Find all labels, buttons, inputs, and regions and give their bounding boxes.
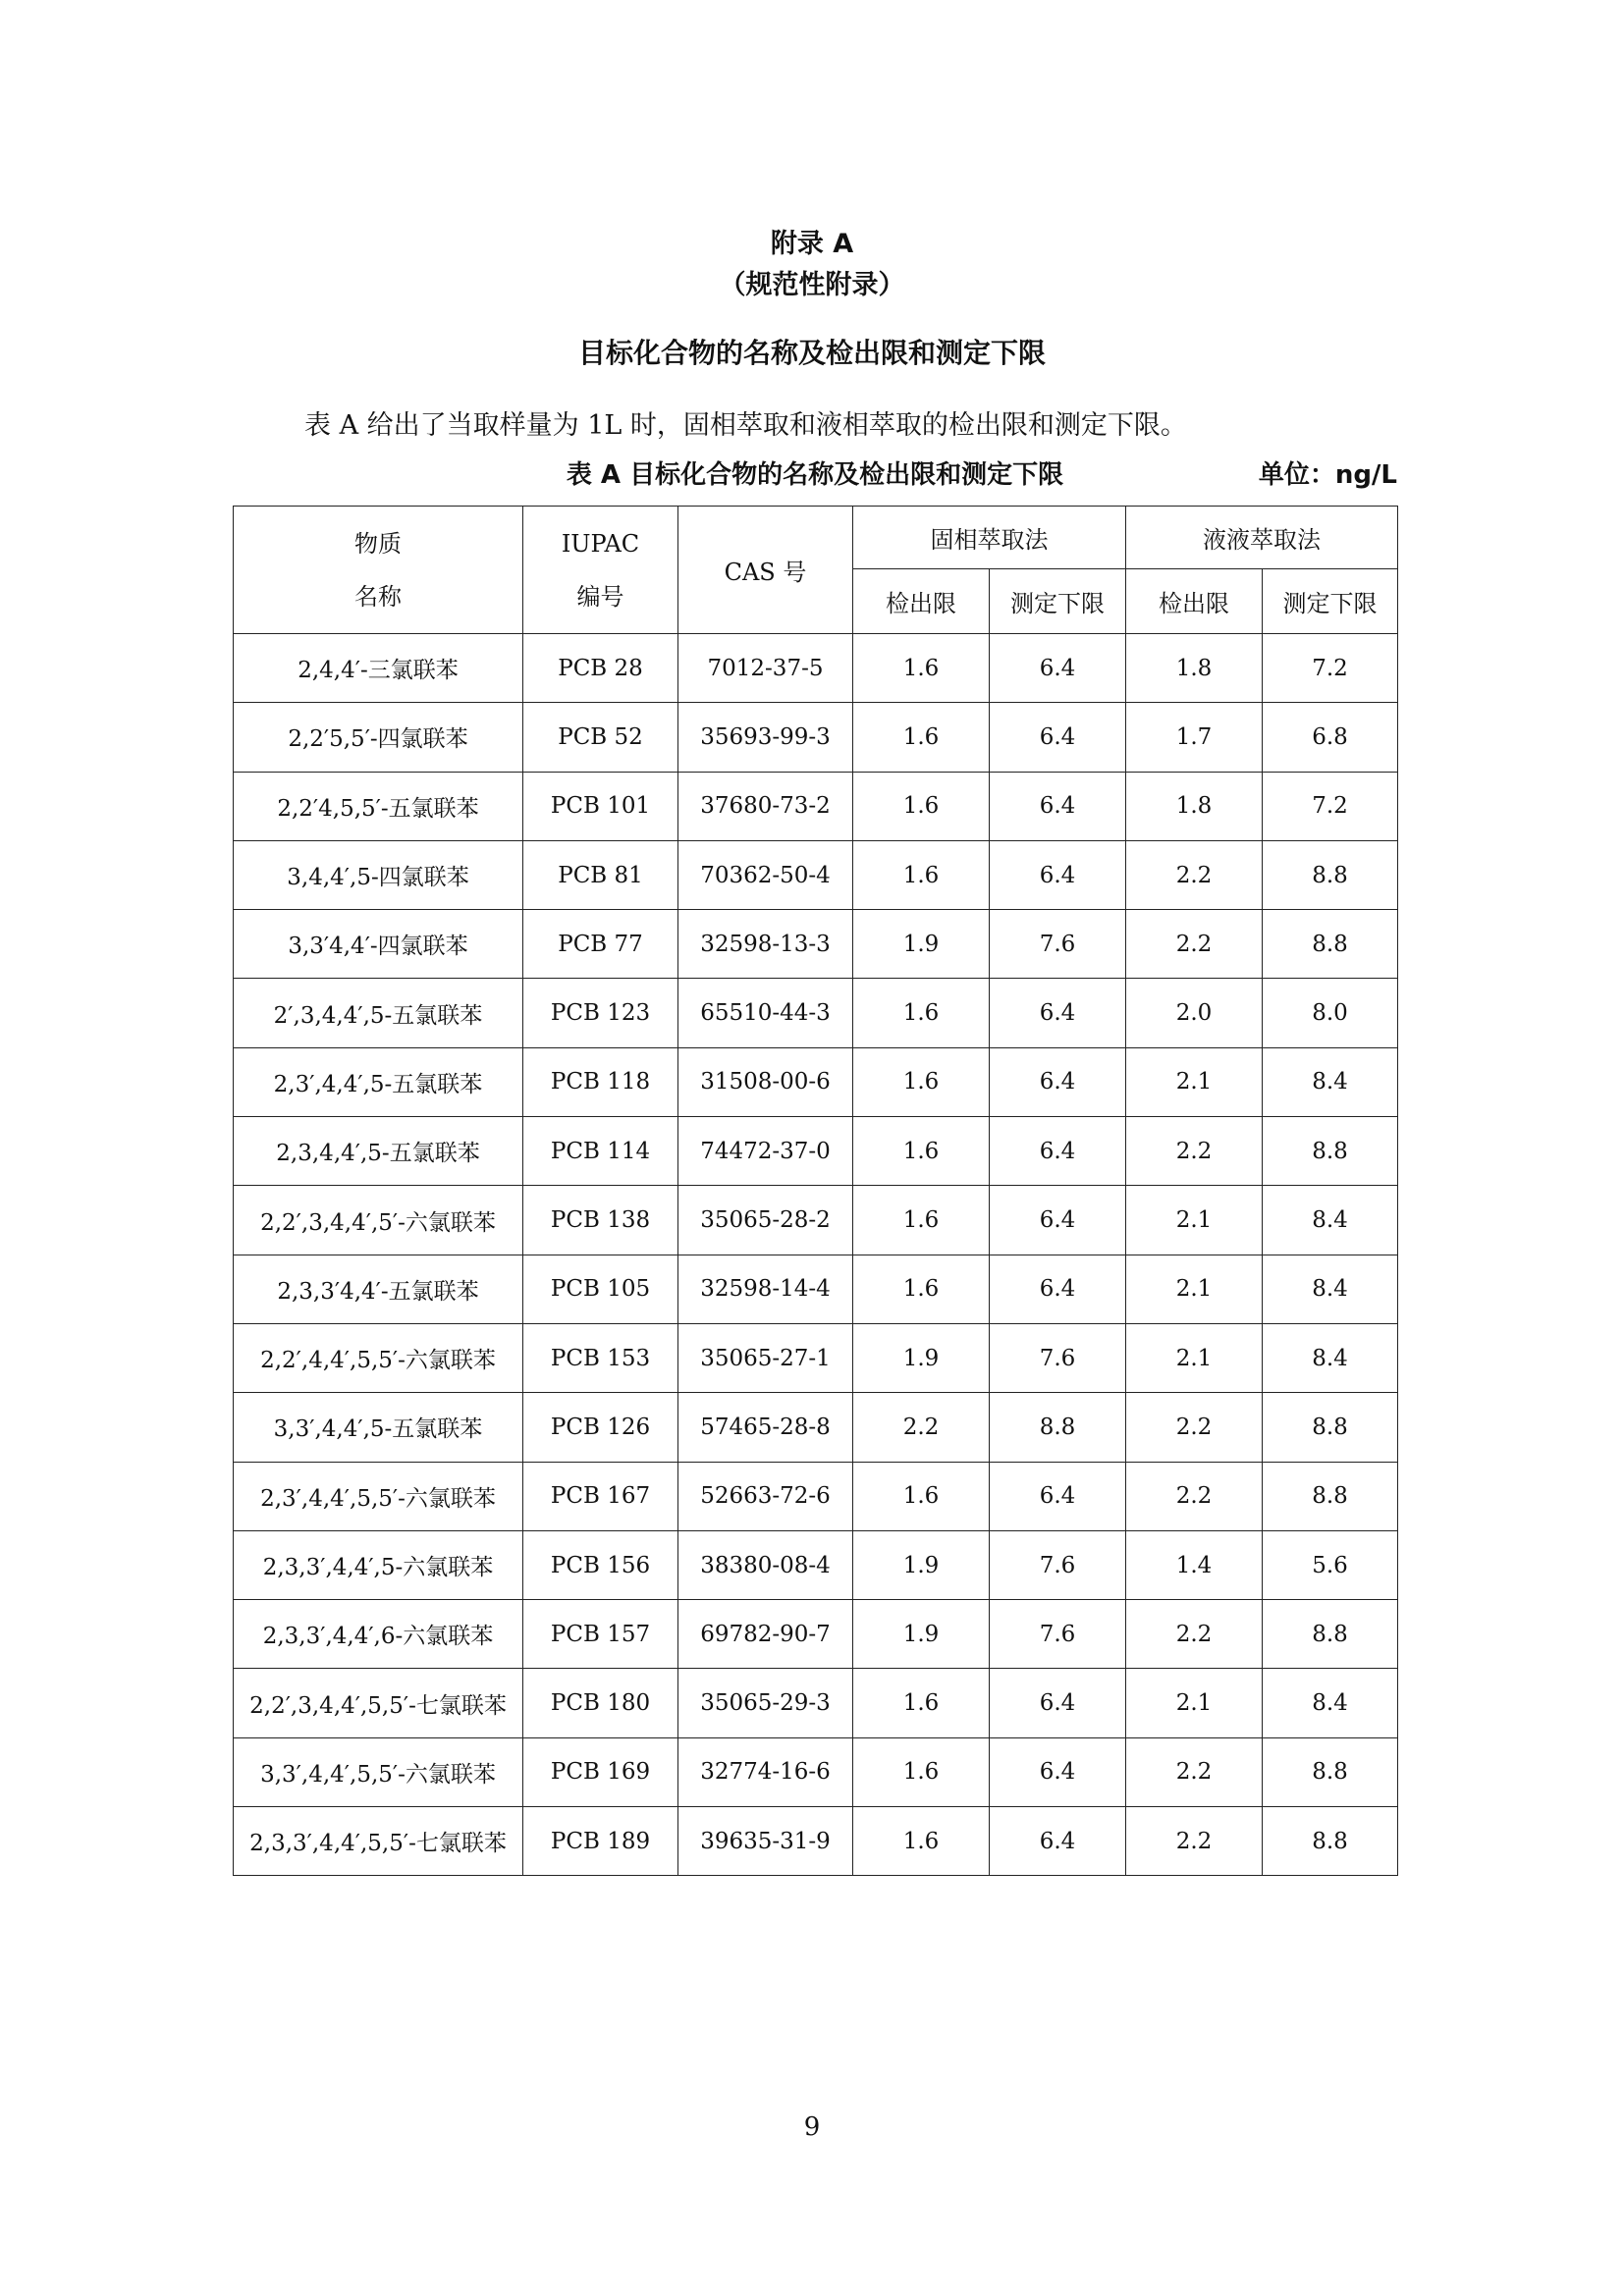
substance-name-cell: 2,2′4,5,5′-五氯联苯 xyxy=(234,772,523,840)
lle-quantitation-limit-cell: 8.0 xyxy=(1263,979,1398,1047)
lle-quantitation-limit-cell: 8.4 xyxy=(1263,1186,1398,1255)
cas-number-cell: 35065-28-2 xyxy=(678,1186,853,1255)
iupac-number-cell: PCB 28 xyxy=(523,634,678,703)
iupac-number-cell: PCB 118 xyxy=(523,1047,678,1116)
cas-number-cell: 65510-44-3 xyxy=(678,979,853,1047)
lle-detection-limit-cell: 2.2 xyxy=(1126,1117,1263,1186)
cas-number-cell: 35065-27-1 xyxy=(678,1323,853,1392)
spe-detection-limit-cell: 1.9 xyxy=(853,910,990,979)
header-iupac-number xyxy=(523,507,678,634)
table-row xyxy=(234,1530,1398,1599)
lle-quantitation-limit-cell: 8.4 xyxy=(1263,1255,1398,1323)
page-number: 9 xyxy=(803,2112,821,2142)
iupac-number-cell: PCB 169 xyxy=(523,1737,678,1806)
spe-detection-limit-cell: 1.6 xyxy=(853,703,990,772)
lle-quantitation-limit-cell: 8.8 xyxy=(1263,1393,1398,1462)
lle-quantitation-limit-cell: 8.8 xyxy=(1263,1117,1398,1186)
spe-detection-limit-cell: 1.9 xyxy=(853,1600,990,1669)
lle-detection-limit-cell: 2.2 xyxy=(1126,1462,1263,1530)
table-row xyxy=(234,1186,1398,1255)
substance-name-cell: 2,3,3′,4,4′,5,5′-七氯联苯 xyxy=(234,1807,523,1876)
spe-detection-limit-cell: 1.6 xyxy=(853,1255,990,1323)
iupac-number-cell: PCB 157 xyxy=(523,1600,678,1669)
header-lle-detection-limit: 检出限 xyxy=(1126,569,1263,634)
substance-name-cell: 3,3′,4,4′,5,5′-六氯联苯 xyxy=(234,1737,523,1806)
lle-detection-limit-cell: 2.1 xyxy=(1126,1323,1263,1392)
lle-quantitation-limit-cell: 8.8 xyxy=(1263,910,1398,979)
lle-quantitation-limit-cell: 7.2 xyxy=(1263,772,1398,840)
lle-quantitation-limit-cell: 7.2 xyxy=(1263,634,1398,703)
substance-name-cell: 3,3′4,4′-四氯联苯 xyxy=(234,910,523,979)
table-row xyxy=(234,1047,1398,1116)
header-lle-method: 液液萃取法 xyxy=(1126,507,1398,569)
cas-number-cell: 35693-99-3 xyxy=(678,703,853,772)
spe-detection-limit-cell: 1.6 xyxy=(853,1669,990,1737)
table-row xyxy=(234,634,1398,703)
cas-number-cell: 69782-90-7 xyxy=(678,1600,853,1669)
iupac-number-cell: PCB 189 xyxy=(523,1807,678,1876)
spe-detection-limit-cell: 1.6 xyxy=(853,772,990,840)
table-row xyxy=(234,703,1398,772)
spe-detection-limit-cell: 1.6 xyxy=(853,1117,990,1186)
spe-quantitation-limit-cell: 6.4 xyxy=(990,1807,1126,1876)
lle-quantitation-limit-cell: 8.8 xyxy=(1263,1737,1398,1806)
spe-detection-limit-cell: 1.9 xyxy=(853,1530,990,1599)
cas-number-cell: 31508-00-6 xyxy=(678,1047,853,1116)
cas-number-cell: 35065-29-3 xyxy=(678,1669,853,1737)
spe-quantitation-limit-cell: 6.4 xyxy=(990,979,1126,1047)
lle-detection-limit-cell: 2.1 xyxy=(1126,1186,1263,1255)
cas-number-cell: 74472-37-0 xyxy=(678,1117,853,1186)
table-row xyxy=(234,1393,1398,1462)
spe-quantitation-limit-cell: 7.6 xyxy=(990,910,1126,979)
header-spe-detection-limit: 检出限 xyxy=(853,569,990,634)
lle-quantitation-limit-cell: 8.8 xyxy=(1263,1462,1398,1530)
table-row xyxy=(234,772,1398,840)
spe-quantitation-limit-cell: 6.4 xyxy=(990,1186,1126,1255)
substance-name-cell: 2,2′,3,4,4′,5,5′-七氯联苯 xyxy=(234,1669,523,1737)
iupac-number-cell: PCB 138 xyxy=(523,1186,678,1255)
table-row xyxy=(234,1462,1398,1530)
spe-quantitation-limit-cell: 6.4 xyxy=(990,1669,1126,1737)
table-row xyxy=(234,910,1398,979)
iupac-number-cell: PCB 81 xyxy=(523,840,678,909)
lle-detection-limit-cell: 2.1 xyxy=(1126,1047,1263,1116)
lle-detection-limit-cell: 2.1 xyxy=(1126,1255,1263,1323)
spe-detection-limit-cell: 1.6 xyxy=(853,1462,990,1530)
table-row xyxy=(234,1600,1398,1669)
lle-quantitation-limit-cell: 8.8 xyxy=(1263,1600,1398,1669)
spe-quantitation-limit-cell: 6.4 xyxy=(990,1047,1126,1116)
iupac-number-cell: PCB 167 xyxy=(523,1462,678,1530)
iupac-number-cell: PCB 77 xyxy=(523,910,678,979)
table-unit: 单位：ng/L xyxy=(1258,460,1397,490)
spe-quantitation-limit-cell: 8.8 xyxy=(990,1393,1126,1462)
substance-name-cell: 3,3′,4,4′,5-五氯联苯 xyxy=(234,1393,523,1462)
substance-name-cell: 2,3′,4,4′,5,5′-六氯联苯 xyxy=(234,1462,523,1530)
lle-detection-limit-cell: 2.2 xyxy=(1126,1737,1263,1806)
spe-quantitation-limit-cell: 6.4 xyxy=(990,1117,1126,1186)
lle-quantitation-limit-cell: 6.8 xyxy=(1263,703,1398,772)
lle-detection-limit-cell: 2.2 xyxy=(1126,1807,1263,1876)
spe-quantitation-limit-cell: 6.4 xyxy=(990,772,1126,840)
lle-quantitation-limit-cell: 8.4 xyxy=(1263,1047,1398,1116)
spe-detection-limit-cell: 2.2 xyxy=(853,1393,990,1462)
iupac-number-cell: PCB 156 xyxy=(523,1530,678,1599)
spe-detection-limit-cell: 1.6 xyxy=(853,1186,990,1255)
table-row xyxy=(234,1117,1398,1186)
substance-name-cell: 2,2′,3,4,4′,5′-六氯联苯 xyxy=(234,1186,523,1255)
cas-number-cell: 32598-13-3 xyxy=(678,910,853,979)
substance-name-cell: 2,2′5,5′-四氯联苯 xyxy=(234,703,523,772)
header-substance-line1: 物质 xyxy=(354,529,402,558)
lle-detection-limit-cell: 1.8 xyxy=(1126,634,1263,703)
table-row xyxy=(234,1323,1398,1392)
spe-quantitation-limit-cell: 6.4 xyxy=(990,634,1126,703)
cas-number-cell: 38380-08-4 xyxy=(678,1530,853,1599)
iupac-number-cell: PCB 180 xyxy=(523,1669,678,1737)
lle-detection-limit-cell: 1.4 xyxy=(1126,1530,1263,1599)
lle-detection-limit-cell: 2.2 xyxy=(1126,910,1263,979)
substance-name-cell: 2,4,4′-三氯联苯 xyxy=(234,634,523,703)
cas-number-cell: 7012-37-5 xyxy=(678,634,853,703)
table-body xyxy=(234,634,1398,1876)
cas-number-cell: 70362-50-4 xyxy=(678,840,853,909)
substance-name-cell: 2′,3,4,4′,5-五氯联苯 xyxy=(234,979,523,1047)
spe-quantitation-limit-cell: 6.4 xyxy=(990,703,1126,772)
substance-name-cell: 2,3′,4,4′,5-五氯联苯 xyxy=(234,1047,523,1116)
cas-number-cell: 39635-31-9 xyxy=(678,1807,853,1876)
lle-detection-limit-cell: 2.2 xyxy=(1126,1600,1263,1669)
spe-detection-limit-cell: 1.6 xyxy=(853,1737,990,1806)
iupac-number-cell: PCB 123 xyxy=(523,979,678,1047)
spe-detection-limit-cell: 1.9 xyxy=(853,1323,990,1392)
detection-limits-table xyxy=(233,506,1398,1876)
cas-number-cell: 32774-16-6 xyxy=(678,1737,853,1806)
header-iupac-line1: IUPAC xyxy=(561,529,640,558)
lle-quantitation-limit-cell: 8.4 xyxy=(1263,1323,1398,1392)
spe-detection-limit-cell: 1.6 xyxy=(853,1807,990,1876)
spe-quantitation-limit-cell: 6.4 xyxy=(990,1255,1126,1323)
intro-paragraph: 表 A 给出了当取样量为 1L 时，固相萃取和液相萃取的检出限和测定下限。 xyxy=(304,410,1187,441)
substance-name-cell: 2,3,3′,4,4′,6-六氯联苯 xyxy=(234,1600,523,1669)
header-substance-line2: 名称 xyxy=(354,582,402,611)
spe-quantitation-limit-cell: 6.4 xyxy=(990,1462,1126,1530)
lle-detection-limit-cell: 2.2 xyxy=(1126,840,1263,909)
lle-detection-limit-cell: 2.1 xyxy=(1126,1669,1263,1737)
cas-number-cell: 57465-28-8 xyxy=(678,1393,853,1462)
iupac-number-cell: PCB 153 xyxy=(523,1323,678,1392)
table-row xyxy=(234,1255,1398,1323)
substance-name-cell: 3,4,4′,5-四氯联苯 xyxy=(234,840,523,909)
table-row xyxy=(234,840,1398,909)
iupac-number-cell: PCB 52 xyxy=(523,703,678,772)
lle-detection-limit-cell: 2.2 xyxy=(1126,1393,1263,1462)
substance-name-cell: 2,3,3′4,4′-五氯联苯 xyxy=(234,1255,523,1323)
spe-quantitation-limit-cell: 7.6 xyxy=(990,1323,1126,1392)
iupac-number-cell: PCB 101 xyxy=(523,772,678,840)
lle-detection-limit-cell: 2.0 xyxy=(1126,979,1263,1047)
header-lle-quantitation-limit: 测定下限 xyxy=(1263,569,1398,634)
substance-name-cell: 2,2′,4,4′,5,5′-六氯联苯 xyxy=(234,1323,523,1392)
table-caption: 表 A 目标化合物的名称及检出限和测定下限 xyxy=(566,460,1064,490)
cas-number-cell: 37680-73-2 xyxy=(678,772,853,840)
table-row xyxy=(234,1669,1398,1737)
section-title: 目标化合物的名称及检出限和测定下限 xyxy=(577,337,1046,369)
appendix-subtitle: （规范性附录） xyxy=(719,270,905,300)
lle-quantitation-limit-cell: 8.8 xyxy=(1263,840,1398,909)
substance-name-cell: 2,3,3′,4,4′,5-六氯联苯 xyxy=(234,1530,523,1599)
header-cas-number: CAS 号 xyxy=(678,507,853,634)
appendix-title: 附录 A xyxy=(770,229,854,259)
table-row xyxy=(234,1807,1398,1876)
header-iupac-line2: 编号 xyxy=(576,582,624,611)
lle-detection-limit-cell: 1.7 xyxy=(1126,703,1263,772)
lle-detection-limit-cell: 1.8 xyxy=(1126,772,1263,840)
lle-quantitation-limit-cell: 5.6 xyxy=(1263,1530,1398,1599)
spe-quantitation-limit-cell: 6.4 xyxy=(990,1737,1126,1806)
cas-number-cell: 52663-72-6 xyxy=(678,1462,853,1530)
spe-detection-limit-cell: 1.6 xyxy=(853,840,990,909)
table-caption-row xyxy=(233,454,1397,494)
spe-quantitation-limit-cell: 6.4 xyxy=(990,840,1126,909)
lle-quantitation-limit-cell: 8.8 xyxy=(1263,1807,1398,1876)
iupac-number-cell: PCB 114 xyxy=(523,1117,678,1186)
substance-name-cell: 2,3,4,4′,5-五氯联苯 xyxy=(234,1117,523,1186)
header-spe-quantitation-limit: 测定下限 xyxy=(990,569,1126,634)
spe-detection-limit-cell: 1.6 xyxy=(853,1047,990,1116)
table-row xyxy=(234,1737,1398,1806)
cas-number-cell: 32598-14-4 xyxy=(678,1255,853,1323)
iupac-number-cell: PCB 126 xyxy=(523,1393,678,1462)
spe-quantitation-limit-cell: 7.6 xyxy=(990,1600,1126,1669)
header-spe-method: 固相萃取法 xyxy=(853,507,1126,569)
spe-detection-limit-cell: 1.6 xyxy=(853,634,990,703)
lle-quantitation-limit-cell: 8.4 xyxy=(1263,1669,1398,1737)
spe-quantitation-limit-cell: 7.6 xyxy=(990,1530,1126,1599)
table-row xyxy=(234,979,1398,1047)
header-substance-name xyxy=(234,507,523,634)
iupac-number-cell: PCB 105 xyxy=(523,1255,678,1323)
spe-detection-limit-cell: 1.6 xyxy=(853,979,990,1047)
